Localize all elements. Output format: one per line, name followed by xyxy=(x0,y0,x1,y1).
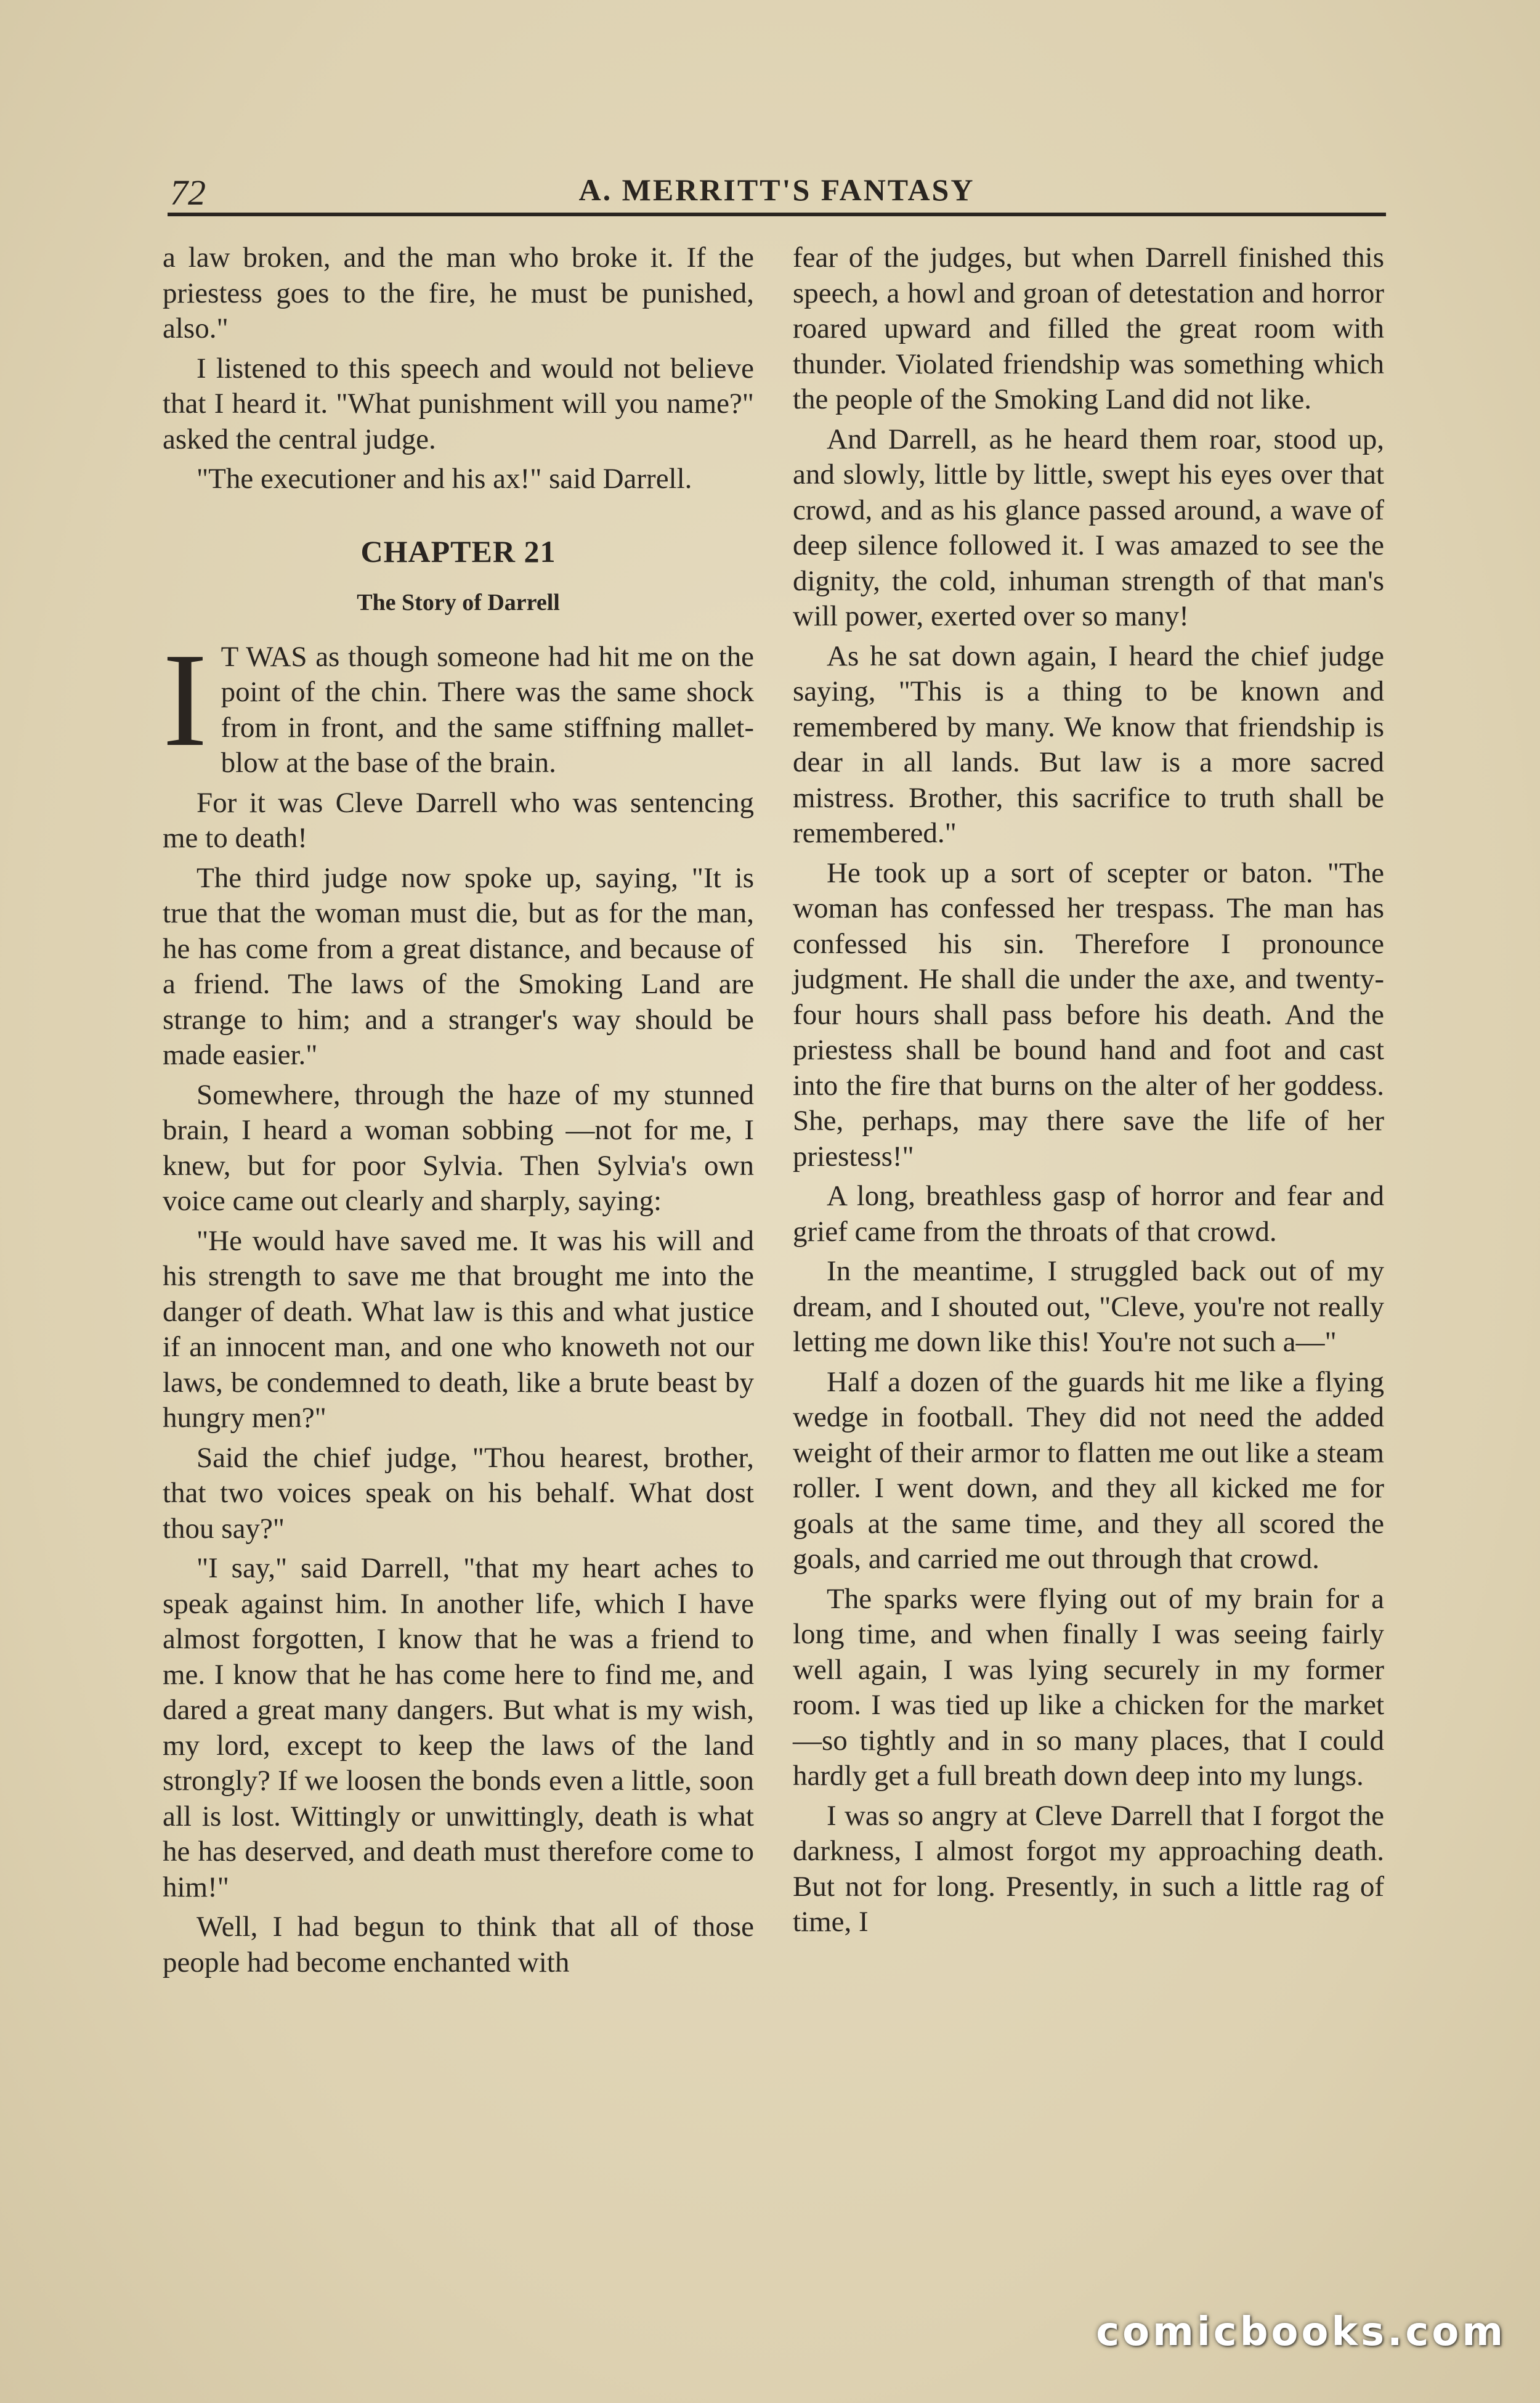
paragraph: I listened to this speech and would not believe that I heard it. "What punishment will you name?" asked the central judge. xyxy=(163,352,754,455)
paragraph: fear of the judges, but when Darrell finished this speech, a howl and groan of detestation and horror roared upward and filled the great room with thunder. Violated friendship was something which the people of the Smoking Land did not like. xyxy=(793,242,1384,415)
paragraph: In the meantime, I struggled back out of my dream, and I shouted out, "Cleve, you're not really letting me down like this! You're not such a—" xyxy=(793,1255,1384,1358)
paragraph: The third judge now spoke up, saying, "It is true that the woman must die, but as for the man, he has come from a great distance, and because of a friend. The laws of the Smoking Land are strange to him; and a stranger's way should be made easier." xyxy=(163,861,754,1071)
paragraph: "He would have saved me. It was his will and his strength to save me that brought me into the danger of death. What law is this and what justice if an innocent man, and one who knoweth not our laws, be condemned to death, like a brute beast by hungry men?" xyxy=(163,1224,754,1434)
paragraph: The sparks were flying out of my brain for a long time, and when finally I was seeing fairly well again, I was lying securely in my former room. I was tied up like a chicken for the market—so tightly and in so many places, that I could hardly get a full breath down deep into my lungs. xyxy=(793,1582,1384,1792)
paragraph: A long, breathless gasp of horror and fear and grief came from the throats of that crowd. xyxy=(793,1180,1384,1248)
page-number: 72 xyxy=(170,173,206,213)
paragraph: "The executioner and his ax!" said Darrell. xyxy=(197,463,692,495)
paragraph: "I say," said Darrell, "that my heart aches to speak against him. In another life, which I have almost forgotten, I know that he was a friend to me. I know that he has come here to find me, and dared a great many dangers. But what is my wish, my lord, except to keep the laws of the land strongly? If we loosen the bonds even a little, soon all is lost. Wittingly or unwittingly, death is what he has deserved, and death must therefore come to him!" xyxy=(163,1552,754,1903)
running-title: A. MERRITT'S FANTASY xyxy=(578,173,975,207)
watermark: comicbooks.com xyxy=(1096,2309,1506,2355)
paragraph: Said the chief judge, "Thou hearest, brother, that two voices speak on his behalf. What dost thou say?" xyxy=(163,1441,754,1545)
page-header xyxy=(168,169,1386,216)
chapter-opening-paragraph xyxy=(163,625,754,781)
paragraph: He took up a sort of scepter or baton. "The woman has confessed her trespass. The man has confessed his sin. Therefore I pronounce judgment. He shall die under the axe, and twenty-four hours shall pass before his death. And the priestess shall be bound hand and foot and cast into the fire that burns on the alter of her goddess. She, perhaps, may there save the life of her priestess!" xyxy=(793,856,1384,1173)
paragraph: I was so angry at Cleve Darrell that I forgot the darkness, I almost forgot my approaching death. But not for long. Presently, in such a little rag of time, I xyxy=(793,1799,1384,1938)
paragraph: Well, I had begun to think that all of those people had become enchanted with xyxy=(163,1911,754,1978)
right-column xyxy=(793,240,1384,1945)
drop-cap: I xyxy=(163,625,208,775)
chapter-subtitle: The Story of Darrell xyxy=(357,590,560,616)
chapter-heading: CHAPTER 21 xyxy=(360,534,556,569)
paragraph: Somewhere, through the haze of my stunned brain, I heard a woman sobbing —not for me, I knew, but for poor Sylvia. Then Sylvia's own voice came out clearly and sharply, saying: xyxy=(163,1078,754,1217)
paragraph: For it was Cleve Darrell who was sentencing me to death! xyxy=(163,786,754,854)
paragraph: And Darrell, as he heard them roar, stood up, and slowly, little by little, swept his eyes over that crowd, and as his glance passed around, a wave of deep silence followed it. I was amazed to see the dignity, the cold, inhuman strength of that man's will power, exerted over so many! xyxy=(793,423,1384,632)
opening-text: T WAS as though someone had hit me on the point of the chin. There was the same shock from in front, and the same stiffning mallet-blow at the base of the brain. xyxy=(221,640,754,779)
paragraph: Half a dozen of the guards hit me like a flying wedge in football. They did not need the added weight of their armor to flatten me out like a steam roller. I went down, and they all kicked me for goals at the same time, and they all scored the goals, and carried me out through that crowd. xyxy=(793,1365,1384,1575)
paragraph: As he sat down again, I heard the chief judge saying, "This is a thing to be known and remembered by many. We know that friendship is dear in all lands. But law is a more sacred mistress. Brother, this sacrifice to truth shall be remembered." xyxy=(793,640,1384,849)
left-column xyxy=(163,240,754,1985)
paragraph: a law broken, and the man who broke it. If the priestess goes to the fire, he must be punished, also." xyxy=(163,242,754,344)
